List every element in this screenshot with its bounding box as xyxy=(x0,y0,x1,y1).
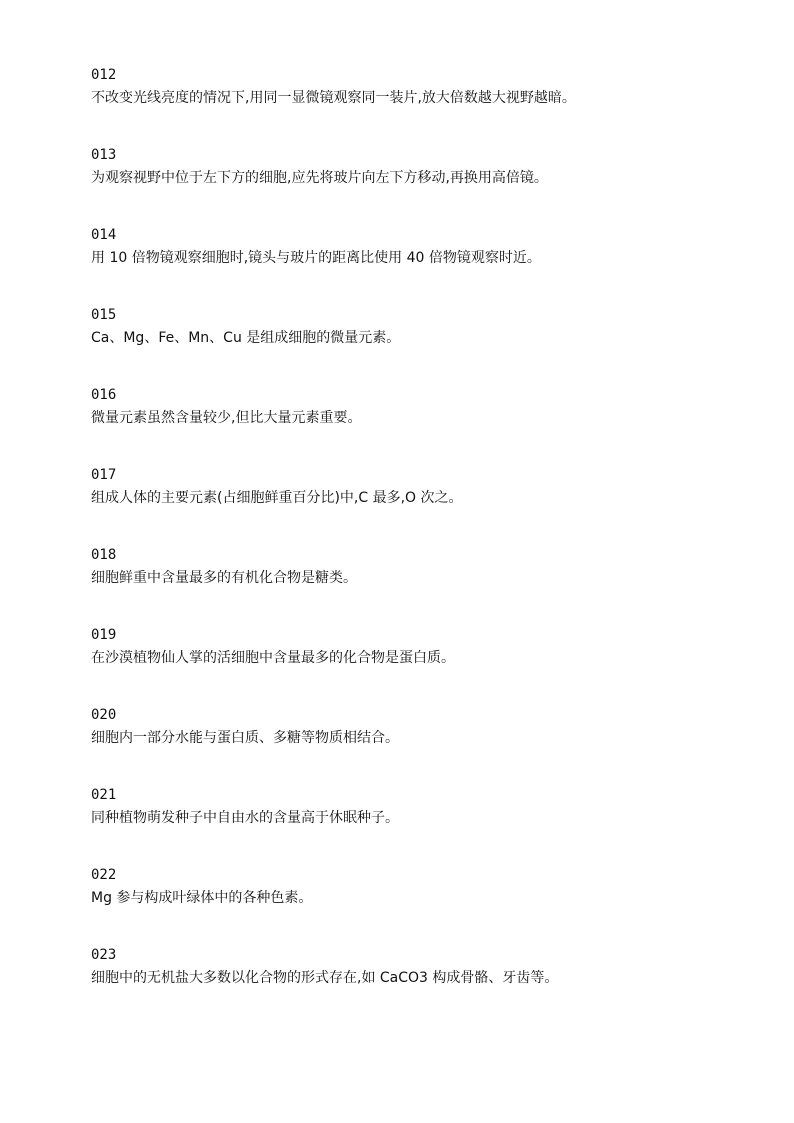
statement-number: 016 xyxy=(91,387,117,403)
statement-text: 细胞中的无机盐大多数以化合物的形式存在,如 CaCO3 构成骨骼、牙齿等。 xyxy=(91,970,559,986)
statement-text: 细胞内一部分水能与蛋白质、多糖等物质相结合。 xyxy=(91,730,399,746)
statement-text: 细胞鲜重中含量最多的有机化合物是糖类。 xyxy=(91,570,357,586)
statement-text: Ca、Mg、Fe、Mn、Cu 是组成细胞的微量元素。 xyxy=(91,330,401,346)
statement-number: 015 xyxy=(91,307,117,323)
statement-item xyxy=(91,64,731,144)
statement-text: 组成人体的主要元素(占细胞鲜重百分比)中,C 最多,O 次之。 xyxy=(91,490,463,506)
statement-text: 不改变光线亮度的情况下,用同一显微镜观察同一装片,放大倍数越大视野越暗。 xyxy=(91,90,576,106)
statement-number: 023 xyxy=(91,947,117,963)
statement-item xyxy=(91,864,731,944)
statement-item xyxy=(91,384,731,464)
statement-number: 020 xyxy=(91,707,117,723)
statement-item xyxy=(91,784,731,864)
statement-number: 017 xyxy=(91,467,117,483)
document-page xyxy=(91,64,731,1024)
statement-number: 012 xyxy=(91,67,117,83)
statement-item xyxy=(91,624,731,704)
statement-item xyxy=(91,944,731,1024)
statement-text: 同种植物萌发种子中自由水的含量高于休眠种子。 xyxy=(91,810,399,826)
statement-number: 019 xyxy=(91,627,117,643)
statement-number: 021 xyxy=(91,787,117,803)
statement-text: 在沙漠植物仙人掌的活细胞中含量最多的化合物是蛋白质。 xyxy=(91,650,455,666)
statement-item xyxy=(91,544,731,624)
statement-item xyxy=(91,224,731,304)
statement-text: Mg 参与构成叶绿体中的各种色素。 xyxy=(91,890,313,906)
statement-number: 013 xyxy=(91,147,117,163)
statement-item xyxy=(91,144,731,224)
statement-text: 用 10 倍物镜观察细胞时,镜头与玻片的距离比使用 40 倍物镜观察时近。 xyxy=(91,250,541,266)
statement-text: 微量元素虽然含量较少,但比大量元素重要。 xyxy=(91,410,362,426)
statement-item xyxy=(91,704,731,784)
statement-number: 014 xyxy=(91,227,117,243)
statement-number: 022 xyxy=(91,867,117,883)
statement-item xyxy=(91,304,731,384)
statement-item xyxy=(91,464,731,544)
statement-text: 为观察视野中位于左下方的细胞,应先将玻片向左下方移动,再换用高倍镜。 xyxy=(91,170,548,186)
statement-number: 018 xyxy=(91,547,117,563)
